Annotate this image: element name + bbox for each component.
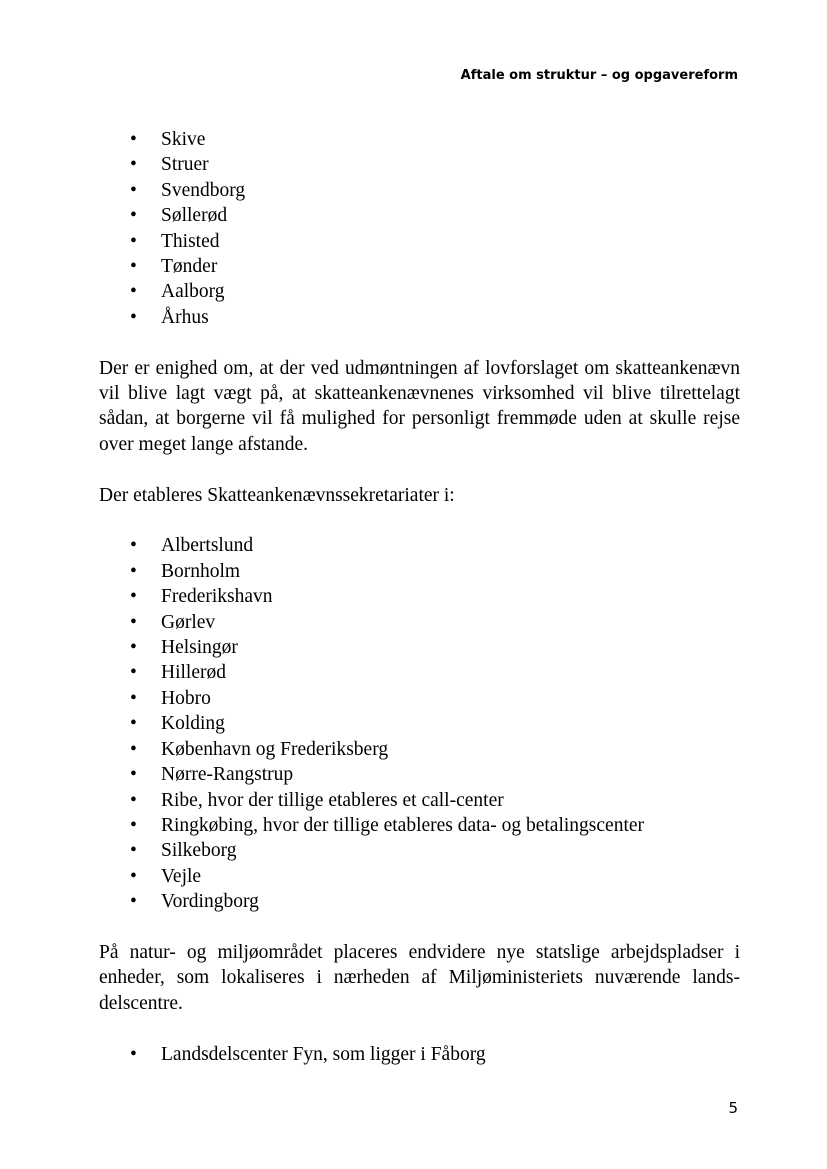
list-item-label: Svendborg [161, 179, 246, 201]
list-item-label: Gørlev [161, 611, 216, 633]
bullet-icon: • [130, 611, 137, 633]
list-item-label: Søllerød [161, 205, 228, 227]
list-item [99, 533, 740, 558]
list-item [99, 686, 740, 711]
list-item [99, 660, 740, 685]
list-item-label: Silkeborg [161, 840, 237, 862]
list-item-label: Landsdelscenter Fyn, som ligger i Fåborg [161, 1043, 486, 1065]
bullet-icon: • [130, 840, 137, 862]
list-item [99, 178, 740, 203]
list-item-label: Vordingborg [161, 891, 259, 913]
list-item-label: Helsingør [161, 637, 238, 659]
spacer [99, 330, 740, 355]
list-item-label: Albertslund [161, 535, 254, 557]
list-item-label: Frederikshavn [161, 586, 273, 608]
list-item [99, 584, 740, 609]
list-item [99, 711, 740, 736]
page-number: 5 [728, 1099, 738, 1117]
list-item [99, 152, 740, 177]
list-item [99, 229, 740, 254]
bullet-icon: • [130, 230, 137, 252]
list-item [99, 127, 740, 152]
list-item-label: København og Frederiksberg [161, 738, 389, 760]
bullet-icon: • [130, 1043, 137, 1065]
list-item [99, 279, 740, 304]
list-item-label: Århus [161, 306, 209, 328]
list-item-label: Nørre-Rangstrup [161, 764, 294, 786]
bullet-icon: • [130, 154, 137, 176]
paragraph-tax-appeals: Der er enighed om, at der ved udmøntningen af lovforslaget om skatteankenævn vil blive lagt vægt på, at skatteankenævnenes virksomhed vil blive tilrettelagt sådan, at borgerne vil få mulighed for personligt fremmøde uden at skulle rejse over meget lange afstande. [99, 357, 740, 455]
list-item [99, 838, 740, 863]
bullet-icon: • [130, 281, 137, 303]
list-item [99, 254, 740, 279]
bullet-icon: • [130, 560, 137, 582]
municipality-list [99, 127, 740, 330]
bullet-icon: • [130, 687, 137, 709]
list-item [99, 813, 740, 838]
bullet-icon: • [130, 256, 137, 278]
bullet-icon: • [130, 586, 137, 608]
bullet-icon: • [130, 865, 137, 887]
bullet-icon: • [130, 306, 137, 328]
list-item [99, 203, 740, 228]
list-item-label: Vejle [161, 865, 202, 887]
bullet-icon: • [130, 891, 137, 913]
list-item-label: Thisted [161, 230, 220, 252]
spacer [99, 1016, 740, 1041]
list-item [99, 737, 740, 762]
list-item [99, 762, 740, 787]
list-item-label: Ribe, hvor der tillige etableres et call-center [161, 789, 504, 811]
bullet-icon: • [130, 637, 137, 659]
list-item-label: Hobro [161, 687, 211, 709]
list-item [99, 610, 740, 635]
secretariat-list [99, 533, 740, 914]
list-item-label: Ringkøbing, hvor der tillige etableres data- og betalingscenter [161, 814, 645, 836]
spacer [99, 915, 740, 940]
bullet-icon: • [130, 713, 137, 735]
page-body [99, 127, 740, 1067]
paragraph-secretariats-intro: Der etableres Skatteankenævnssekretariater i: [99, 484, 455, 506]
bullet-icon: • [130, 179, 137, 201]
list-item-label: Kolding [161, 713, 225, 735]
bullet-icon: • [130, 789, 137, 811]
list-item-label: Tønder [161, 256, 218, 278]
list-item [99, 889, 740, 914]
bullet-icon: • [130, 535, 137, 557]
list-item-label: Struer [161, 154, 209, 176]
list-item [99, 559, 740, 584]
list-item-label: Skive [161, 129, 206, 150]
list-item [99, 1042, 740, 1067]
list-item [99, 788, 740, 813]
list-item [99, 864, 740, 889]
list-item [99, 305, 740, 330]
bullet-icon: • [130, 814, 137, 836]
regional-center-list [99, 1042, 740, 1067]
bullet-icon: • [130, 738, 137, 760]
spacer [99, 508, 740, 533]
list-item [99, 635, 740, 660]
list-item-label: Hillerød [161, 662, 226, 684]
running-header: Aftale om struktur – og opgavereform [460, 68, 738, 83]
paragraph-nature-environment: På natur- og miljøområdet placeres endvidere nye statslige arbejdspladser i enheder, som lokaliseres i nærheden af Miljøministeriets nuværende landsdelscentre. [99, 941, 740, 1014]
spacer [99, 457, 740, 482]
list-item-label: Bornholm [161, 560, 241, 582]
bullet-icon: • [130, 764, 137, 786]
bullet-icon: • [130, 662, 137, 684]
bullet-icon: • [130, 205, 137, 227]
list-item-label: Aalborg [161, 281, 225, 303]
bullet-icon: • [130, 129, 137, 150]
